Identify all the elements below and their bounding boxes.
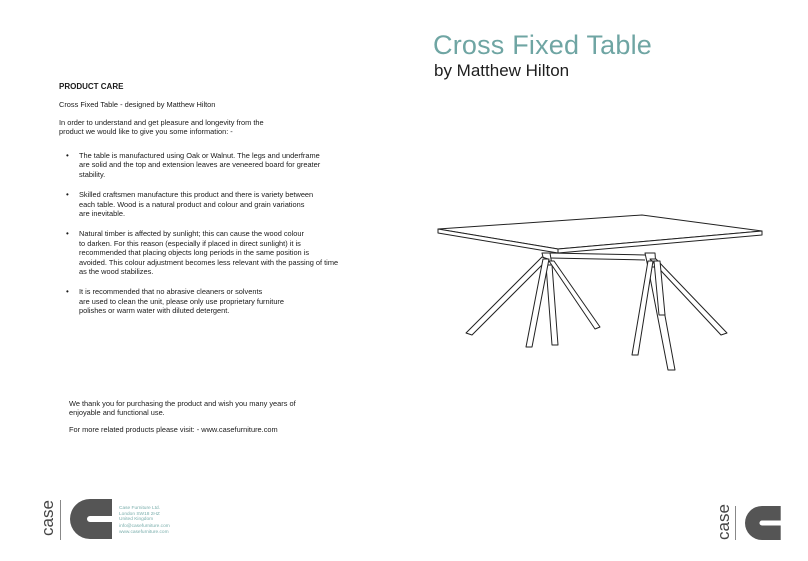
designed-by-text: Cross Fixed Table - designed by Matthew Hilton [59, 100, 216, 109]
list-item: • Skilled craftsmen manufacture this product and there is variety between each table. Wood is a natural product and colour and grain variations are inevitable. [66, 190, 356, 218]
page-title: Cross Fixed Table [433, 30, 652, 60]
intro-paragraph: In order to understand and get pleasure and longevity from the product we would like to give you some information: - [59, 118, 264, 137]
logo-divider-right [735, 506, 736, 540]
case-logo-mark [68, 499, 112, 539]
logo-divider [60, 500, 61, 540]
case-logo-word-right: case [713, 504, 733, 540]
table-illustration [430, 195, 770, 375]
thanks-paragraph: We thank you for purchasing the product and wish you many years of enjoyable and functional use. [69, 399, 296, 418]
case-logo-word: case [37, 500, 57, 536]
case-logo-mark-right [742, 506, 782, 540]
list-item: • Natural timber is affected by sunlight; this can cause the wood colour to darken. For this reason (especially if placed in direct sunlight) it is recommended that placing objects long periods in the same position is avoided. This colour adjustment becomes less relevant with the passing of time as the wood stabilizes. [66, 229, 356, 276]
company-contact: info@casefurniture.com www.casefurniture.com [119, 524, 170, 535]
care-list [66, 151, 356, 327]
page-subtitle: by Matthew Hilton [434, 61, 570, 80]
list-item: • It is recommended that no abrasive cleaners or solvents are used to clean the unit, please only use proprietary furniture polishes or warm water with diluted detergent. [66, 287, 356, 315]
section-heading: PRODUCT CARE [59, 82, 124, 91]
list-item: • The table is manufactured using Oak or Walnut. The legs and underframe are solid and the top and extension leaves are veneered board for greater stability. [66, 151, 356, 179]
company-address: Case Furniture Ltd. London SW18 2HZ United Kingdom [119, 506, 161, 523]
website-link[interactable]: For more related products please visit: - www.casefurniture.com [69, 425, 278, 434]
